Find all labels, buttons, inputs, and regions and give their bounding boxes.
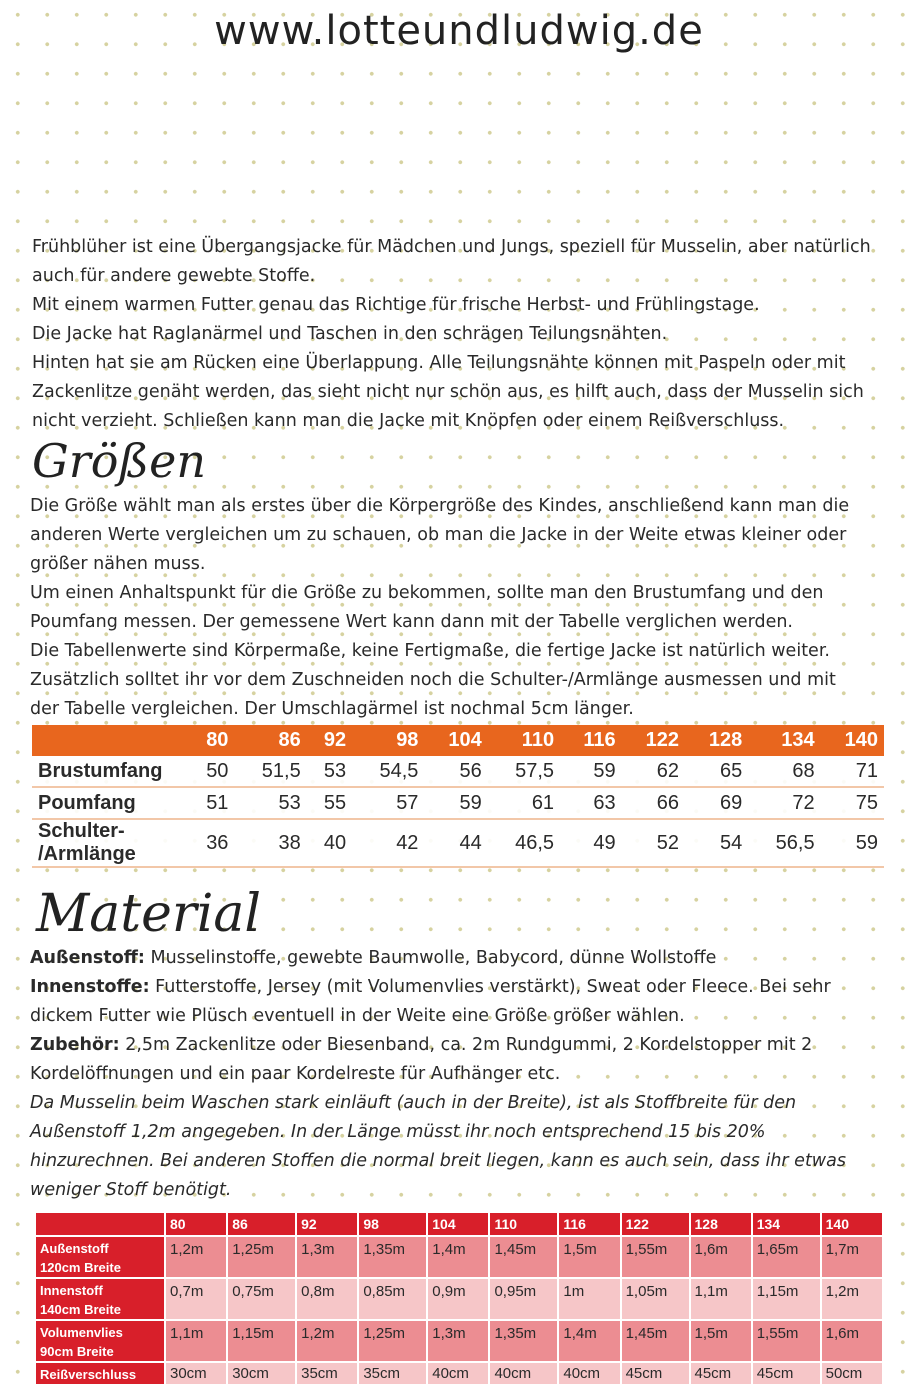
row-label: Volumenvlies 90cm Breite [35,1320,165,1362]
table-cell: 1,1m [690,1278,752,1320]
table-cell: 56 [424,756,487,787]
sizes-heading: Größen [32,434,207,488]
material-line [30,1031,831,1060]
table-cell: 53 [307,756,352,787]
material-text: Futterstoffe, Jersey (mit Volumenvlies verstärkt), Sweat oder Fleece. Bei sehr [149,977,831,997]
table-cell: 1,3m [296,1236,358,1278]
table-cell: 40cm [489,1362,558,1385]
size-header: 110 [489,1212,558,1236]
table-cell: 1,5m [690,1320,752,1362]
table-cell: 35cm [296,1362,358,1385]
size-table [32,725,884,868]
table-cell: 45cm [752,1362,821,1385]
text-line: größer nähen muss. [30,554,206,574]
table-cell: 45cm [621,1362,690,1385]
table-cell: 38 [234,819,306,867]
table-cell: 44 [424,819,487,867]
table-row [35,1362,883,1385]
table-cell: 30cm [227,1362,296,1385]
material-label: Innenstoffe: [30,977,150,997]
text-line: der Tabelle vergleichen. Der Umschlagärmel ist nochmal 5cm länger. [30,699,634,719]
table-cell: 59 [560,756,622,787]
text-line: Um einen Anhaltspunkt für die Größe zu bekommen, sollte man den Brustumfang und den [30,583,824,603]
table-cell: 1,5m [558,1236,620,1278]
table-row [32,787,884,819]
row-label: Innenstoff 140cm Breite [35,1278,165,1320]
table-cell: 45cm [690,1362,752,1385]
table-cell: 1,2m [296,1320,358,1362]
size-header: 80 [165,1212,227,1236]
note-line: Außenstoff 1,2m angegeben. In der Länge müsst ihr noch entsprechend 15 bis 20% [30,1122,766,1142]
table-cell: 1,6m [690,1236,752,1278]
material-label: Außenstoff: [30,948,145,968]
size-header: 134 [748,725,820,756]
material-table [34,1211,884,1386]
table-cell: 59 [424,787,487,819]
table-cell: 35cm [358,1362,427,1385]
material-line [30,1002,831,1031]
table-cell: 30cm [165,1362,227,1385]
table-cell: 50cm [821,1362,883,1385]
material-line [30,944,831,973]
size-header: 122 [621,1212,690,1236]
size-header: 116 [560,725,622,756]
table-cell: 1,4m [558,1320,620,1362]
row-label: Brustumfang [32,756,189,787]
material-line [30,973,831,1002]
table-cell: 0,95m [489,1278,558,1320]
text-line: Die Tabellenwerte sind Körpermaße, keine Fertigmaße, die fertige Jacke ist natürlich weiter. [30,641,830,661]
size-header: 128 [690,1212,752,1236]
table-cell: 1,35m [489,1320,558,1362]
text-line: Zusätzlich solltet ihr vor dem Zuschneiden noch die Schulter-/Armlänge ausmessen und mit [30,670,836,690]
table-cell: 40cm [427,1362,489,1385]
size-header: 80 [189,725,234,756]
row-label: Poumfang [32,787,189,819]
table-cell: 53 [234,787,306,819]
table-cell: 71 [821,756,884,787]
table-cell: 36 [189,819,234,867]
table-cell: 1,2m [165,1236,227,1278]
table-cell: 1,45m [489,1236,558,1278]
table-cell: 51,5 [234,756,306,787]
size-header: 140 [821,725,884,756]
text-line: Zackenlitze genäht werden, das sieht nicht nur schön aus, es hilft auch, dass der Musselin sich [32,382,864,402]
table-cell: 69 [685,787,748,819]
table-cell: 1,1m [165,1320,227,1362]
table-cell: 54 [685,819,748,867]
shrinkage-note [30,1089,846,1205]
table-cell: 72 [748,787,820,819]
table-cell: 1,05m [621,1278,690,1320]
text-line: auch für andere gewebte Stoffe. [32,266,316,286]
table-cell: 68 [748,756,820,787]
table-cell: 75 [821,787,884,819]
size-header: 128 [685,725,748,756]
table-row [32,819,884,867]
table-cell: 56,5 [748,819,820,867]
table-cell: 0,9m [427,1278,489,1320]
table-cell: 40 [307,819,352,867]
corner-cell [32,725,189,756]
table-cell: 1,35m [358,1236,427,1278]
text-line: Frühblüher ist eine Übergangsjacke für Mädchen und Jungs, speziell für Musselin, aber natürlich [32,237,871,257]
note-line: hinzurechnen. Bei anderen Stoffen die normal breit liegen, kann es auch sein, dass ihr etwas [30,1151,846,1171]
table-cell: 66 [622,787,685,819]
table-cell: 1,55m [752,1320,821,1362]
table-cell: 57 [352,787,424,819]
table-cell: 52 [622,819,685,867]
table-cell: 57,5 [488,756,560,787]
size-header: 134 [752,1212,821,1236]
table-cell: 1,55m [621,1236,690,1278]
material-list [30,944,831,1089]
material-heading: Material [36,884,262,944]
corner-cell [35,1212,165,1236]
table-cell: 50 [189,756,234,787]
text-line: Mit einem warmen Futter genau das Richtige für frische Herbst- und Frühlingstage. [32,295,760,315]
table-row [35,1236,883,1278]
table-cell: 1,15m [752,1278,821,1320]
size-header: 104 [424,725,487,756]
size-header: 92 [296,1212,358,1236]
table-cell: 0,85m [358,1278,427,1320]
table-cell: 54,5 [352,756,424,787]
table-cell: 0,75m [227,1278,296,1320]
row-label: Reißverschluss [35,1362,165,1385]
table-cell: 1m [558,1278,620,1320]
size-header: 92 [307,725,352,756]
table-cell: 61 [488,787,560,819]
table-cell: 40cm [558,1362,620,1385]
size-header: 86 [234,725,306,756]
size-header: 140 [821,1212,883,1236]
site-url-title: www.lotteundludwig.de [214,8,704,54]
note-line: weniger Stoff benötigt. [30,1180,232,1200]
table-cell: 65 [685,756,748,787]
material-line [30,1060,831,1089]
table-cell: 0,7m [165,1278,227,1320]
text-line: Poumfang messen. Der gemessene Wert kann dann mit der Tabelle verglichen werden. [30,612,793,632]
row-label: Außenstoff 120cm Breite [35,1236,165,1278]
table-cell: 1,2m [821,1278,883,1320]
size-header: 122 [622,725,685,756]
table-cell: 1,45m [621,1320,690,1362]
table-row [35,1320,883,1362]
table-cell: 51 [189,787,234,819]
material-label: Zubehör: [30,1035,120,1055]
table-cell: 59 [821,819,884,867]
sizes-paragraph [30,492,849,724]
table-cell: 1,15m [227,1320,296,1362]
note-line: Da Musselin beim Waschen stark einläuft (auch in der Breite), ist als Stoffbreite für den [30,1093,797,1113]
table-cell: 63 [560,787,622,819]
text-line: Die Größe wählt man als erstes über die Körpergröße des Kindes, anschließend kann man die [30,496,850,516]
table-row [32,756,884,787]
table-cell: 1,3m [427,1320,489,1362]
material-text: dickem Futter wie Plüsch eventuell in der Weite eine Größe größer wählen. [30,1006,685,1026]
text-line: anderen Werte vergleichen um zu schauen, ob man die Jacke in der Weite etwas kleiner oder [30,525,847,545]
table-cell: 62 [622,756,685,787]
table-cell: 55 [307,787,352,819]
table-cell: 1,25m [227,1236,296,1278]
table-cell: 1,7m [821,1236,883,1278]
table-cell: 0,8m [296,1278,358,1320]
table-cell: 1,6m [821,1320,883,1362]
material-text: Kordelöffnungen und ein paar Kordelreste für Aufhänger etc. [30,1064,561,1084]
size-header: 86 [227,1212,296,1236]
table-cell: 1,25m [358,1320,427,1362]
size-header: 116 [558,1212,620,1236]
material-text: 2,5m Zackenlitze oder Biesenband, ca. 2m Rundgummi, 2 Kordelstopper mit 2 [119,1035,813,1055]
table-cell: 46,5 [488,819,560,867]
text-line: nicht verzieht. Schließen kann man die Jacke mit Knöpfen oder einem Reißverschluss. [32,411,785,431]
intro-paragraph [32,233,871,436]
text-line: Die Jacke hat Raglanärmel und Taschen in den schrägen Teilungsnähten. [32,324,668,344]
table-cell: 1,65m [752,1236,821,1278]
material-text: Musselinstoffe, gewebte Baumwolle, Babycord, dünne Wollstoffe [144,948,717,968]
table-cell: 1,4m [427,1236,489,1278]
table-cell: 49 [560,819,622,867]
text-line: Hinten hat sie am Rücken eine Überlappung. Alle Teilungsnähte können mit Paspeln oder mit [32,353,846,373]
size-header: 98 [352,725,424,756]
size-header: 104 [427,1212,489,1236]
size-header: 110 [488,725,560,756]
row-label: Schulter- /Armlänge [32,819,189,867]
table-row [35,1278,883,1320]
size-header: 98 [358,1212,427,1236]
table-cell: 42 [352,819,424,867]
